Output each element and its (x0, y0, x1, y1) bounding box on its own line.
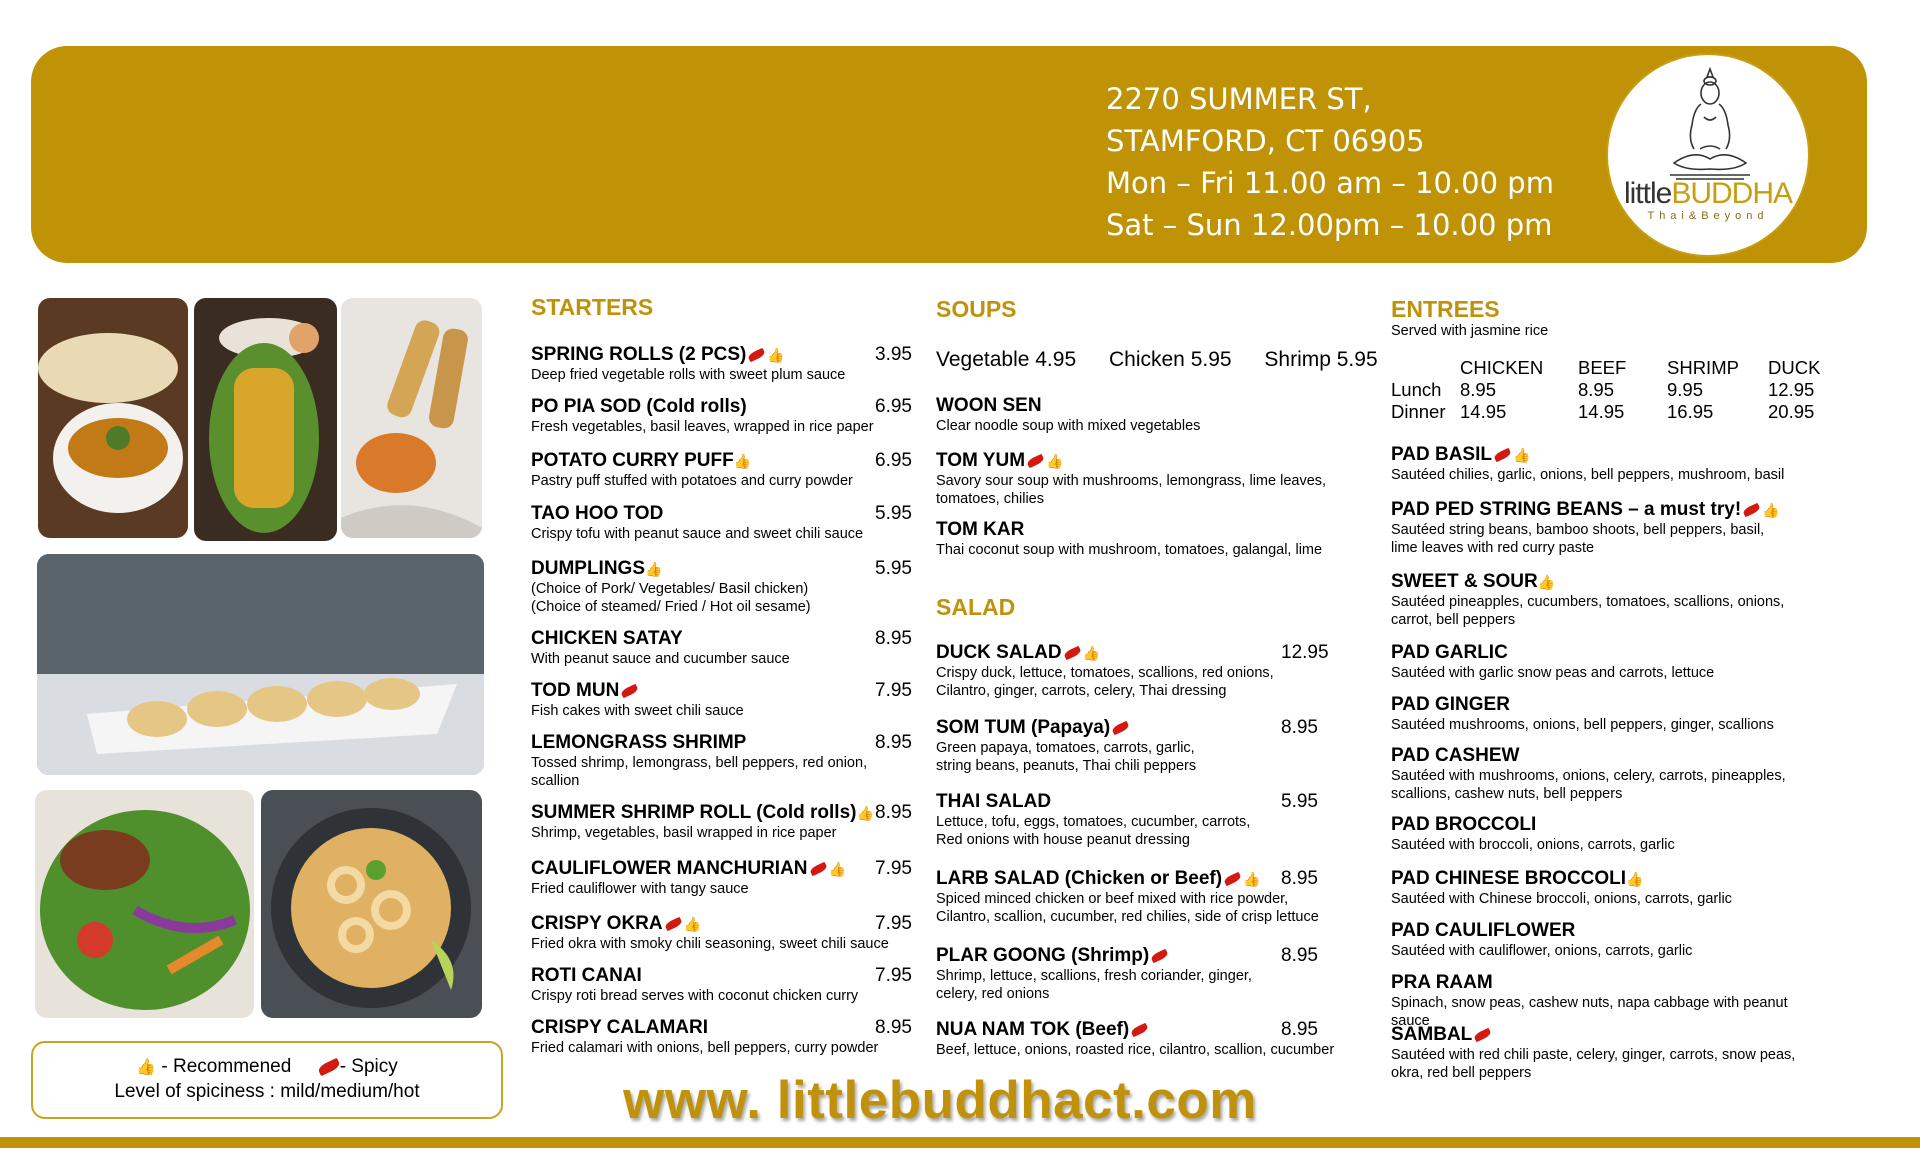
chili-pepper-icon (1063, 646, 1082, 660)
menu-item-price: 7.95 (875, 965, 912, 986)
chili-pepper-icon (620, 684, 639, 698)
bottom-bar (0, 1137, 1920, 1148)
thumbs-up-icon: 👍 (1243, 871, 1261, 887)
menu-item-name-text: PAD CASHEW (1391, 745, 1520, 766)
thumbs-up-icon: 👍 (1626, 871, 1644, 887)
starters-item (531, 913, 951, 954)
soup-price-vegetable: Vegetable 4.95 (936, 348, 1077, 371)
menu-item-description: Sautéed with broccoli, onions, carrots, garlic (1391, 837, 1675, 853)
menu-item-name (1391, 972, 1811, 994)
entrees-item (1391, 745, 1811, 803)
menu-item-name-text: TAO HOO TOD (531, 503, 664, 524)
chili-pepper-icon (747, 348, 766, 362)
menu-item-description: Crispy roti bread serves with coconut chicken curry (531, 988, 859, 1004)
price-table-cell: Dinner (1391, 401, 1446, 422)
menu-item-description: carrot, bell peppers (1391, 611, 1516, 628)
thumbs-up-icon: 👍 (1537, 574, 1556, 590)
menu-item-description: Deep fried vegetable rolls with sweet plum sauce (531, 367, 846, 383)
soups-item (936, 519, 1356, 560)
menu-item-name (1391, 642, 1811, 664)
chili-pepper-icon (1026, 454, 1045, 468)
menu-item-description: Shrimp, vegetables, basil wrapped in rice paper (531, 825, 837, 841)
menu-item-description: Sautéed with Chinese broccoli, onions, carrots, garlic (1391, 891, 1732, 907)
starters-item (531, 965, 951, 1006)
menu-item-name-text: DUMPLINGS (531, 558, 645, 579)
menu-item-description: Sautéed with red chili paste, celery, ginger, carrots, snow peas, (1391, 1047, 1796, 1063)
section-title-entrees: ENTREES (1391, 296, 1500, 322)
chili-pepper-icon (1223, 872, 1242, 886)
menu-item-name (1391, 745, 1811, 767)
section-title-soups: SOUPS (936, 296, 1017, 322)
thumbs-up-icon: 👍 (1082, 645, 1101, 661)
price-table-cell: 8.95 (1578, 379, 1615, 400)
salad-item (936, 717, 1356, 775)
menu-item-price: 7.95 (875, 858, 912, 879)
entrees-item (1391, 972, 1811, 1030)
chili-pepper-icon (1493, 448, 1512, 462)
menu-item-name (1391, 499, 1811, 521)
starters-item (531, 503, 951, 544)
salad-item (936, 868, 1356, 926)
entrees-item (1391, 814, 1811, 855)
menu-item-price: 8.95 (1281, 1019, 1318, 1040)
thumbs-up-icon: 👍 (767, 347, 785, 363)
restaurant-info (1106, 78, 1554, 246)
menu-item-name-text: SOM TUM (Papaya) (936, 717, 1111, 738)
menu-item-price: 6.95 (875, 396, 912, 417)
menu-item-description: Sautéed string beans, bamboo shoots, bell peppers, basil, (1391, 522, 1765, 538)
menu-item-description: Cilantro, ginger, carrots, celery, Thai dressing (936, 682, 1227, 699)
photo-satay (194, 298, 337, 541)
chili-pepper-icon (1742, 503, 1761, 517)
menu-item-name (1391, 868, 1811, 890)
soup-price-shrimp: Shrimp 5.95 (1264, 348, 1378, 371)
thumbs-up-icon: 👍 (1046, 453, 1064, 469)
menu-item-name-text: NUA NAM TOK (Beef) (936, 1019, 1130, 1040)
menu-item-name-text: PAD BROCCOLI (1391, 814, 1537, 835)
menu-item-description: Sautéed with mushrooms, onions, celery, carrots, pineapples, (1391, 768, 1786, 784)
menu-item-price: 8.95 (875, 732, 912, 753)
menu-item-description: okra, red bell peppers (1391, 1064, 1532, 1081)
menu-item-price: 7.95 (875, 913, 912, 934)
menu-item-description: Shrimp, lettuce, scallions, fresh coriander, ginger, (936, 968, 1252, 984)
menu-item-description: (Choice of steamed/ Fried / Hot oil sesame) (531, 598, 811, 615)
menu-item-name-text: DUCK SALAD (936, 642, 1062, 663)
price-table-row-dinner (1391, 401, 1820, 423)
menu-item-description: Crispy tofu with peanut sauce and sweet chili sauce (531, 526, 864, 542)
menu-item-price: 8.95 (1281, 717, 1318, 738)
menu-item-description: Crispy duck, lettuce, tomatoes, scallions, red onions, (936, 665, 1274, 681)
menu-item-description: scallion (531, 772, 580, 789)
menu-item-price: 8.95 (1281, 868, 1318, 889)
salad-item (936, 791, 1356, 849)
menu-item-description: (Choice of Pork/ Vegetables/ Basil chicken) (531, 581, 809, 597)
menu-item-name (1391, 571, 1811, 593)
legend-spicy: - Spicy (339, 1056, 398, 1077)
logo-buddha-text: BUDDHA (1671, 177, 1793, 210)
menu-item-price: 6.95 (875, 450, 912, 471)
menu-item-name (1391, 694, 1811, 716)
menu-item-description: scallions, cashew nuts, bell peppers (1391, 785, 1623, 802)
menu-item-name-text: TOM KAR (936, 519, 1025, 540)
chili-pepper-icon (1130, 1023, 1149, 1037)
starters-item (531, 558, 951, 616)
menu-item-name-text: SWEET & SOUR (1391, 571, 1538, 592)
menu-item-price: 8.95 (875, 802, 912, 823)
thumbs-up-icon: 👍 (645, 561, 663, 577)
menu-item-description: Fish cakes with sweet chili sauce (531, 703, 744, 719)
entrees-note: Served with jasmine rice (1391, 323, 1549, 339)
entree-price-table (1391, 357, 1820, 423)
starters-item (531, 732, 951, 790)
chili-pepper-icon (1473, 1028, 1492, 1042)
menu-item-name-text: THAI SALAD (936, 791, 1052, 812)
menu-item-description: Beef, lettuce, onions, roasted rice, cilantro, scallion, cucumber (936, 1042, 1335, 1058)
menu-item-name-text: PAD BASIL (1391, 444, 1492, 465)
starters-item (531, 858, 951, 899)
menu-item-description: Fried cauliflower with tangy sauce (531, 881, 749, 897)
menu-item-price: 12.95 (1281, 642, 1329, 663)
menu-item-price: 7.95 (875, 680, 912, 701)
menu-item-description: Clear noodle soup with mixed vegetables (936, 418, 1201, 434)
starters-item (531, 680, 951, 721)
starters-item (531, 396, 951, 437)
entrees-item (1391, 444, 1811, 485)
menu-item-name-text: CRISPY CALAMARI (531, 1017, 708, 1038)
entrees-item (1391, 694, 1811, 735)
menu-item-name-text: PAD CHINESE BROCCOLI (1391, 868, 1627, 889)
menu-item-name-text: WOON SEN (936, 395, 1042, 416)
price-table-header: CHICKEN (1460, 357, 1544, 378)
price-table-cell: 20.95 (1768, 401, 1815, 422)
chili-pepper-icon (809, 862, 828, 876)
menu-item-name-text: PAD GINGER (1391, 694, 1510, 715)
menu-item-name (936, 519, 1356, 541)
menu-item-name (1391, 920, 1811, 942)
menu-item-description: Sautéed with cauliflower, onions, carrots, garlic (1391, 943, 1693, 959)
salad-item (936, 945, 1356, 1003)
thumbs-up-icon: 👍 (733, 453, 752, 469)
menu-item-price: 5.95 (1281, 791, 1318, 812)
photo-duck-salad (35, 790, 254, 1018)
thumbs-up-icon: 👍 (1512, 447, 1531, 463)
starters-item (531, 344, 951, 385)
chili-pepper-icon (664, 917, 683, 931)
menu-item-name-text: PAD PED STRING BEANS – a must try! (1391, 499, 1742, 520)
menu-item-name-text: CHICKEN SATAY (531, 628, 683, 649)
buddha-icon (1664, 67, 1756, 182)
menu-item-name-text: LARB SALAD (Chicken or Beef) (936, 868, 1223, 889)
menu-item-description: Sautéed with garlic snow peas and carrots, lettuce (1391, 665, 1715, 681)
menu-item-description: string beans, peanuts, Thai chili peppers (936, 757, 1197, 774)
menu-item-name-text: SAMBAL (1391, 1024, 1473, 1045)
website-url[interactable]: www. littlebuddhact.com (623, 1071, 1257, 1130)
hours-weekend: Sat – Sun 12.00pm – 10.00 pm (1106, 208, 1553, 242)
menu-item-description: Sautéed chilies, garlic, onions, bell peppers, mushroom, basil (1391, 467, 1785, 483)
section-title-salad: SALAD (936, 594, 1016, 620)
price-table-cell: 12.95 (1768, 379, 1815, 400)
hours-weekday: Mon – Fri 11.00 am – 10.00 pm (1106, 166, 1554, 200)
menu-item-name-text: PRA RAAM (1391, 972, 1493, 993)
menu-item-name-text: SPRING ROLLS (2 PCS) (531, 344, 747, 365)
photo-dumplings (37, 554, 484, 775)
menu-item-name-text: CAULIFLOWER MANCHURIAN (531, 858, 808, 879)
chili-pepper-icon (1111, 721, 1130, 735)
menu-item-description: Cilantro, scallion, cucumber, red chilies, side of crisp lettuce (936, 908, 1319, 925)
entrees-item (1391, 642, 1811, 683)
price-table-cell: 14.95 (1578, 401, 1625, 422)
menu-item-name (1391, 1024, 1811, 1046)
menu-item-name-text: SUMMER SHRIMP ROLL (Cold rolls) (531, 802, 857, 823)
menu-item-price: 8.95 (875, 628, 912, 649)
starters-item (531, 1017, 951, 1058)
menu-item-name-text: CRISPY OKRA (531, 913, 663, 934)
menu-item-description: Fresh vegetables, basil leaves, wrapped in rice paper (531, 419, 874, 435)
menu-item-name (1391, 444, 1811, 466)
menu-item-name (936, 395, 1356, 417)
menu-item-description: tomatoes, chilies (936, 490, 1044, 507)
salad-item (936, 642, 1356, 700)
menu-item-description: Pastry puff stuffed with potatoes and curry powder (531, 473, 853, 489)
menu-item-name (1391, 814, 1811, 836)
menu-item-description: Lettuce, tofu, eggs, tomatoes, cucumber, carrots, (936, 814, 1251, 830)
menu-item-description: Green papaya, tomatoes, carrots, garlic, (936, 740, 1195, 756)
thumbs-up-icon: 👍 (856, 805, 874, 821)
menu-item-name-text: PLAR GOONG (Shrimp) (936, 945, 1150, 966)
menu-item-name-text: TOM YUM (936, 450, 1026, 471)
entrees-item (1391, 571, 1811, 629)
price-table-header-row (1391, 357, 1820, 379)
legend-spice-level: Level of spiciness : mild/medium/hot (114, 1081, 420, 1102)
price-table-header (1391, 357, 1460, 379)
starters-item (531, 628, 951, 669)
menu-item-name-text: PO PIA SOD (Cold rolls) (531, 396, 747, 417)
logo (1606, 53, 1810, 257)
menu-item-price: 5.95 (875, 503, 912, 524)
address-line-2: STAMFORD, CT 06905 (1106, 124, 1425, 158)
price-table-row-lunch (1391, 379, 1820, 401)
menu-item-name (936, 450, 1356, 472)
thumbs-up-icon: 👍 (136, 1059, 157, 1076)
menu-item-description: Spinach, snow peas, cashew nuts, napa cabbage with peanut sauce (1391, 995, 1788, 1029)
salad-item (936, 1019, 1356, 1060)
menu-item-price: 5.95 (875, 558, 912, 579)
menu-item-price: 8.95 (1281, 945, 1318, 966)
price-table-cell: 16.95 (1667, 401, 1714, 422)
soup-price-options (936, 348, 1405, 372)
menu-item-description: Thai coconut soup with mushroom, tomatoes, galangal, lime (936, 542, 1323, 558)
price-table-cell: Lunch (1391, 379, 1442, 400)
menu-item-price: 8.95 (875, 1017, 912, 1038)
starters-item (531, 802, 951, 843)
menu-item-price: 3.95 (875, 344, 912, 365)
menu-item-description: lime leaves with red curry paste (1391, 539, 1595, 556)
photo-curry-roti (38, 298, 188, 538)
logo-wordmark (1608, 177, 1808, 211)
section-title-starters: STARTERS (531, 294, 654, 320)
menu-item-name-text: LEMONGRASS SHRIMP (531, 732, 747, 753)
menu-item-description: Savory sour soup with mushrooms, lemongrass, lime leaves, (936, 473, 1327, 489)
price-table-header: DUCK (1768, 357, 1821, 378)
menu-item-description: Sautéed mushrooms, onions, bell peppers, ginger, scallions (1391, 717, 1774, 733)
logo-little-text: little (1623, 177, 1672, 210)
price-table-cell: 14.95 (1460, 401, 1507, 422)
menu-item-description: Tossed shrimp, lemongrass, bell peppers, red onion, (531, 755, 868, 771)
menu-item-description: Fried calamari with onions, bell peppers, curry powder (531, 1040, 879, 1056)
soups-item (936, 450, 1356, 508)
soup-price-chicken: Chicken 5.95 (1108, 348, 1232, 371)
starters-item (531, 450, 951, 491)
menu-item-description: With peanut sauce and cucumber sauce (531, 651, 790, 667)
price-table-cell: 9.95 (1667, 379, 1704, 400)
menu-item-description: Sautéed pineapples, cucumbers, tomatoes, scallions, onions, (1391, 594, 1785, 610)
header-banner (31, 46, 1867, 263)
menu-item-description: celery, red onions (936, 985, 1050, 1002)
menu-item-name-text: ROTI CANAI (531, 965, 642, 986)
legend-recommended: - Recommened (156, 1056, 292, 1077)
menu-item-description: Red onions with house peanut dressing (936, 831, 1190, 848)
price-table-header: SHRIMP (1667, 357, 1739, 378)
menu-item-description: Fried okra with smoky chili seasoning, sweet chili sauce (531, 936, 889, 952)
thumbs-up-icon: 👍 (683, 916, 702, 932)
chili-pepper-icon (1150, 949, 1169, 963)
soups-item (936, 395, 1356, 436)
entrees-item (1391, 499, 1811, 557)
thumbs-up-icon: 👍 (828, 861, 846, 877)
price-table-cell: 8.95 (1460, 379, 1497, 400)
entrees-item (1391, 920, 1811, 961)
menu-item-name-text: POTATO CURRY PUFF (531, 450, 734, 471)
thumbs-up-icon: 👍 (1762, 502, 1780, 518)
photo-calamari (261, 790, 482, 1018)
logo-tagline: Thai&Beyond (1647, 210, 1769, 222)
menu-item-name-text: PAD GARLIC (1391, 642, 1508, 663)
menu-item-description: Spiced minced chicken or beef mixed with rice powder, (936, 891, 1289, 907)
photo-spring-rolls (341, 298, 482, 538)
entrees-item (1391, 868, 1811, 909)
menu-item-name-text: TOD MUN (531, 680, 620, 701)
address-line-1: 2270 SUMMER ST, (1106, 82, 1372, 116)
price-table-header: BEEF (1578, 357, 1627, 378)
menu-item-name-text: PAD CAULIFLOWER (1391, 920, 1576, 941)
